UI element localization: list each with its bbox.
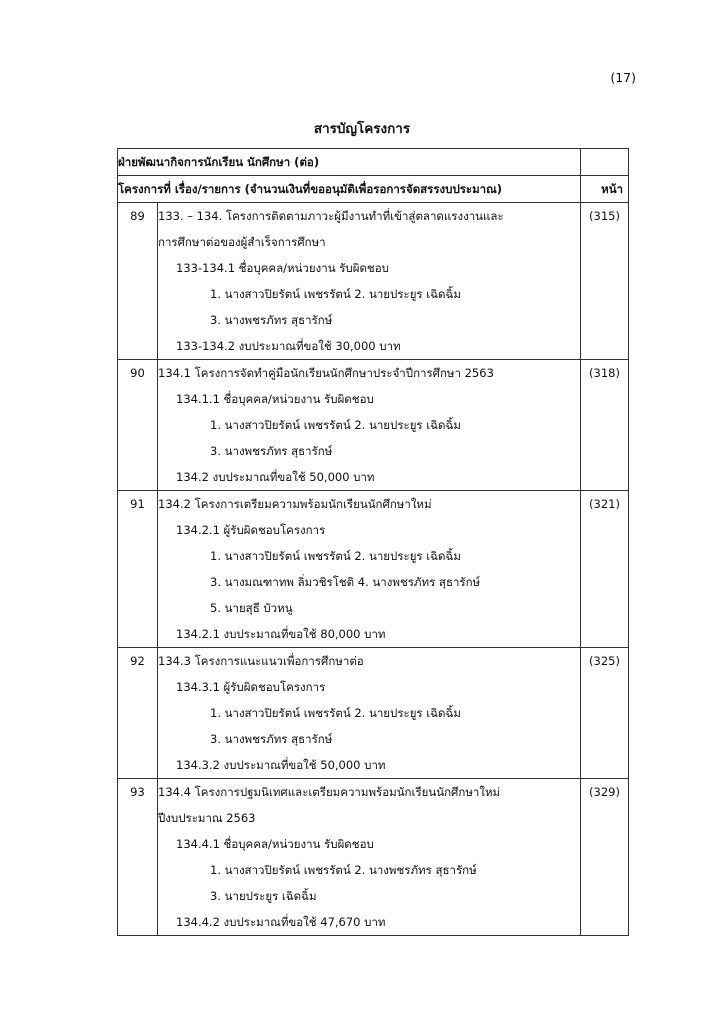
responsible-names: 3. นางพชรภัทร สุธารักษ์ bbox=[210, 313, 333, 327]
table-row bbox=[118, 203, 629, 360]
project-number: 92 bbox=[118, 648, 158, 779]
toc-table bbox=[117, 148, 629, 936]
project-title-line: 134.4 โครงการปฐมนิเทศและเตรียมความพร้อมนักเรียนนักศึกษาใหม่ bbox=[158, 785, 501, 799]
responsible-names: 1. นางสาวปิยรัตน์ เพชรรัตน์ 2. นายประยูร เฉิดฉิ้ม bbox=[210, 549, 461, 563]
project-page: (329) bbox=[581, 779, 629, 936]
project-description bbox=[158, 491, 581, 648]
responsible-names: 3. นางพชรภัทร สุธารักษ์ bbox=[210, 732, 333, 746]
project-number: 93 bbox=[118, 779, 158, 936]
project-title-line: 134.3 โครงการแนะแนวเพื่อการศึกษาต่อ bbox=[158, 654, 364, 668]
table-row bbox=[118, 648, 629, 779]
responsible-names: 1. นางสาวปิยรัตน์ เพชรรัตน์ 2. นางพชรภัทร สุธารักษ์ bbox=[210, 863, 477, 877]
responsible-names: 1. นางสาวปิยรัตน์ เพชรรัตน์ 2. นายประยูร เฉิดฉิ้ม bbox=[210, 418, 461, 432]
page-title: สารบัญโครงการ bbox=[313, 121, 411, 137]
project-page: (325) bbox=[581, 648, 629, 779]
section-header-row bbox=[118, 149, 629, 176]
column-header-project: โครงการที่ เรื่อง/รายการ (จำนวนเงินที่ขออนุมัติเพื่อรอการจัดสรรงบประมาณ) bbox=[118, 176, 581, 203]
responsible-heading: 133-134.1 ชื่อบุคคล/หน่วยงาน รับผิดชอบ bbox=[176, 261, 389, 275]
responsible-names: 3. นางมณฑาทพ ลิ่มวชิรโชติ 4. นางพชรภัทร สุธารักษ์ bbox=[210, 575, 481, 589]
responsible-heading: 134.3.1 ผู้รับผิดชอบโครงการ bbox=[176, 680, 326, 694]
table-row bbox=[118, 360, 629, 491]
project-page: (315) bbox=[581, 203, 629, 360]
project-title-line: 134.2 โครงการเตรียมความพร้อมนักเรียนนักศึกษาใหม่ bbox=[158, 497, 432, 511]
project-page: (318) bbox=[581, 360, 629, 491]
column-header-page: หน้า bbox=[581, 176, 629, 203]
column-header-row bbox=[118, 176, 629, 203]
budget-line: 134.4.2 งบประมาณที่ขอใช้ 47,670 บาท bbox=[176, 915, 386, 929]
section-header: ฝ่ายพัฒนากิจการนักเรียน นักศึกษา (ต่อ) bbox=[118, 149, 581, 176]
budget-line: 133-134.2 งบประมาณที่ขอใช้ 30,000 บาท bbox=[176, 339, 401, 353]
responsible-names: 1. นางสาวปิยรัตน์ เพชรรัตน์ 2. นายประยูร เฉิดฉิ้ม bbox=[210, 287, 461, 301]
project-page: (321) bbox=[581, 491, 629, 648]
budget-line: 134.3.2 งบประมาณที่ขอใช้ 50,000 บาท bbox=[176, 758, 386, 772]
responsible-names: 1. นางสาวปิยรัตน์ เพชรรัตน์ 2. นายประยูร เฉิดฉิ้ม bbox=[210, 706, 461, 720]
project-number: 91 bbox=[118, 491, 158, 648]
budget-line: 134.2 งบประมาณที่ขอใช้ 50,000 บาท bbox=[176, 470, 375, 484]
project-description bbox=[158, 360, 581, 491]
responsible-names: 3. นางพชรภัทร สุธารักษ์ bbox=[210, 444, 333, 458]
project-title-line: 133. – 134. โครงการติดตามภาวะผู้มีงานทำที่เข้าสู่ตลาดแรงงานและ bbox=[158, 209, 504, 223]
project-description bbox=[158, 203, 581, 360]
table-row bbox=[118, 779, 629, 936]
table-row bbox=[118, 491, 629, 648]
budget-line: 134.2.1 งบประมาณที่ขอใช้ 80,000 บาท bbox=[176, 627, 386, 641]
responsible-heading: 134.2.1 ผู้รับผิดชอบโครงการ bbox=[176, 523, 326, 537]
project-number: 90 bbox=[118, 360, 158, 491]
project-title-line: 134.1 โครงการจัดทำคู่มือนักเรียนนักศึกษาประจำปีการศึกษา 2563 bbox=[158, 366, 494, 380]
responsible-heading: 134.4.1 ชื่อบุคคล/หน่วยงาน รับผิดชอบ bbox=[176, 837, 374, 851]
responsible-names: 5. นายสุธี บัวหนู bbox=[210, 601, 293, 615]
responsible-heading: 134.1.1 ชื่อบุคคล/หน่วยงาน รับผิดชอบ bbox=[176, 392, 374, 406]
project-description bbox=[158, 648, 581, 779]
project-title-line: การศึกษาต่อของผู้สำเร็จการศึกษา bbox=[158, 235, 326, 249]
project-description bbox=[158, 779, 581, 936]
project-title-line: ปีงบประมาณ 2563 bbox=[158, 811, 256, 825]
responsible-names: 3. นายประยูร เฉิดฉิ้ม bbox=[210, 889, 317, 903]
page-number: (17) bbox=[610, 70, 636, 85]
project-number: 89 bbox=[118, 203, 158, 360]
